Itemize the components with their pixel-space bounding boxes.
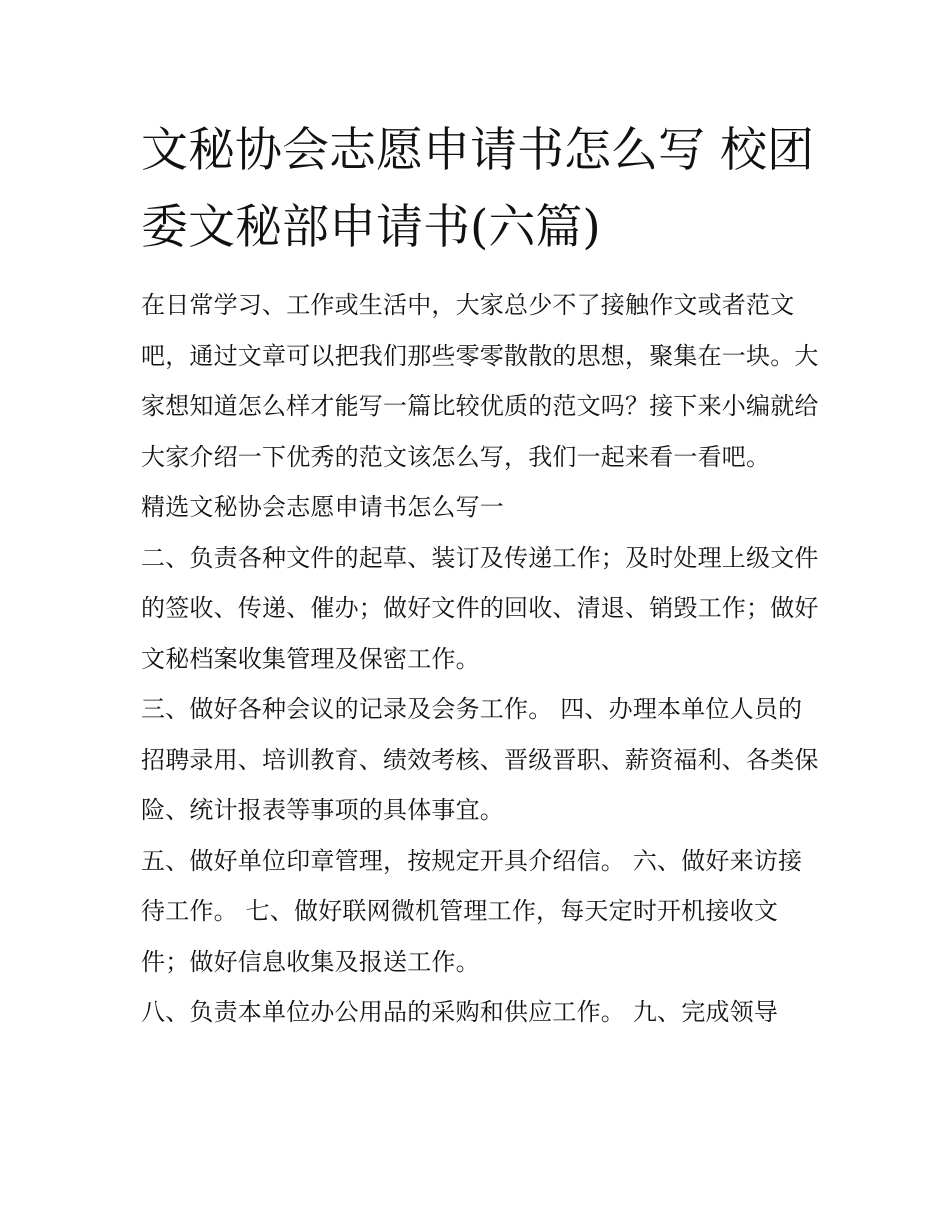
document-body [141, 112, 821, 1038]
paragraph-item-2: 二、负责各种文件的起草、装订及传递工作；及时处理上级文件的签收、传递、催办；做好文件的回收、清退、销毁工作；做好文秘档案收集管理及保密工作。 [141, 543, 819, 673]
paragraph-item-3-4: 三、做好各种会议的记录及会务工作。 四、办理本单位人员的招聘录用、培训教育、绩效考核、晋级晋职、薪资福利、各类保险、统计报表等事项的具体事宜。 [141, 695, 819, 824]
document-title: 文秘协会志愿申请书怎么写 校团委文秘部申请书(六篇) [141, 123, 814, 255]
paragraph-section-heading: 精选文秘协会志愿申请书怎么写一 [141, 493, 504, 521]
paragraph-intro: 在日常学习、工作或生活中，大家总少不了接触作文或者范文吧，通过文章可以把我们那些零零散散的思想，聚集在一块。大家想知道怎么样才能写一篇比较优质的范文吗？接下来小编就给大家介绍一下优秀的范文该怎么写，我们一起来看一看吧。 [141, 291, 819, 471]
paragraph-item-5-7: 五、做好单位印章管理，按规定开具介绍信。 六、做好来访接待工作。 七、做好联网微机管理工作，每天定时开机接收文件；做好信息收集及报送工作。 [141, 846, 803, 976]
paragraph-item-8-9: 八、负责本单位办公用品的采购和供应工作。 九、完成领导 [141, 998, 779, 1026]
